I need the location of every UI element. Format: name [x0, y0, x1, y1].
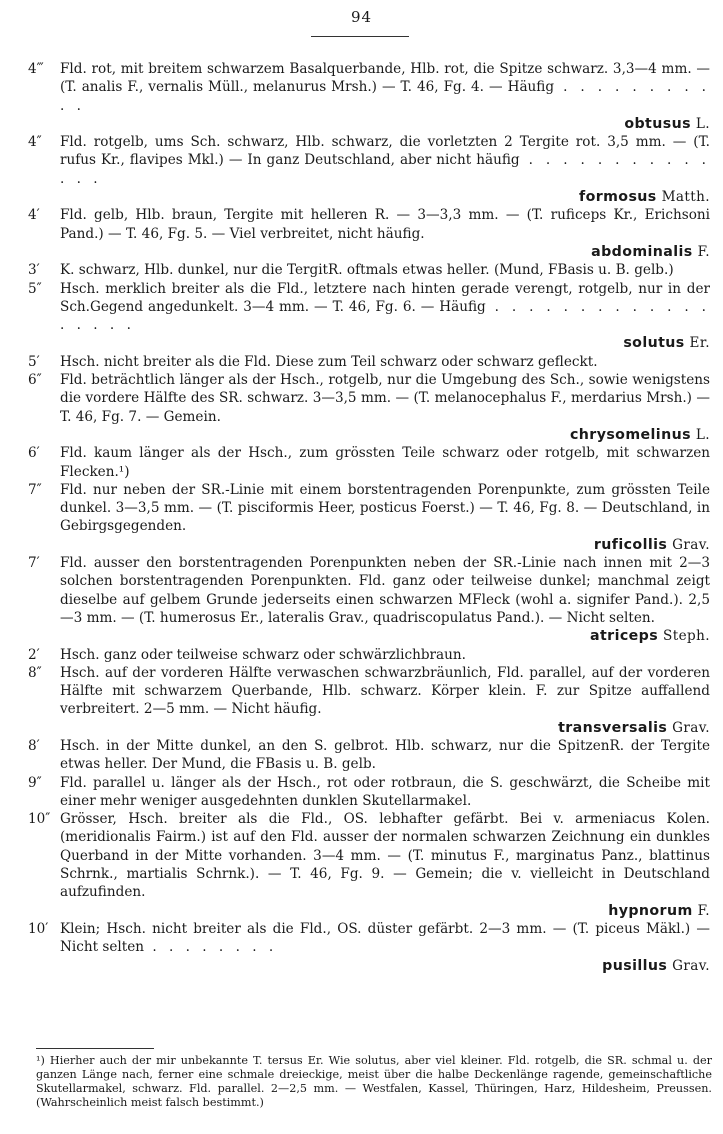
- couplet-text: Fld. rotgelb, ums Sch. schwarz, Hlb. schwarz, die vorletzten 2 Tergite rot. 3,5 mm. — (T. rufus Kr., flavipes Mkl.) — In ganz Deutschland, aber nicht häufig: [60, 134, 710, 169]
- species-epithet: hypnorum: [608, 902, 693, 919]
- species-author: F.: [697, 902, 710, 919]
- couplet-text: Fld. ausser den borstentragenden Porenpunkten neben der SR.-Linie nach innen mit 2—3 solchen borstentragenden Porenpunkten. Fld. ganz oder teilweise dunkel; manchmal zeigt dieselbe auf gelbem Grunde jederseits einen schwarzen MFleck (wohl a. signifer Pand.). 2,5—3 mm. — (T. humerosus Er., lateralis Grav., quadriscopulatus Pand.). — Nicht selten.: [60, 555, 710, 626]
- key-couplet: [20, 664, 710, 737]
- footnote: ¹) Hierher auch der mir unbekannte T. tersus Er. Wie solutus, aber viel kleiner. Fld. rotgelb, die SR. schmal u. der ganzen Länge nach, ferner eine schmale dreieckige, meist über die halbe Deckenlänge ragende, gemeinschaftliche Skutellarmakel, schwarz. Fld. parallel. 2—2,5 mm. — Westfalen, Kassel, Thüringen, Harz, Hildesheim, Preussen. (Wahrscheinlich meist falsch bestimmt.): [36, 1054, 712, 1109]
- species-epithet: solutus: [623, 335, 685, 352]
- couplet-text: Fld. rot, mit breitem schwarzem Basalquerbande, Hlb. rot, die Spitze schwarz. 3,3—4 mm. — (T. analis F., vernalis Müll., melanurus Mrsh.) — T. 46, Fg. 4. — Häufig: [60, 61, 710, 96]
- key-couplet: [20, 646, 710, 664]
- key-couplet: [20, 133, 710, 206]
- couplet-text: Grösser, Hsch. breiter als die Fld., OS. lebhafter gefärbt. Bei v. armeniacus Kolen. (meridionalis Fairm.) ist auf den Fld. ausser der normalen schwarzen Zeichnung ein dunkles Querband in der Mitte vorhanden. 3—4 mm. — (T. minutus F., marginatus Panz., blattinus Schrnk., martialis Schrnk.). — T. 46, Fg. 9. — Gemein; die v. vielleicht in Deutschland aufzufinden.: [60, 811, 710, 901]
- species-epithet: obtusus: [624, 115, 691, 132]
- species-name: [60, 334, 710, 352]
- species-name: [60, 115, 710, 133]
- couplet-number: 10″: [28, 811, 51, 828]
- species-name: [60, 426, 710, 444]
- species-epithet: abdominalis: [591, 243, 693, 260]
- leader-dots: . . . . . . . . . . . . . .: [60, 152, 710, 187]
- species-name: [60, 627, 710, 645]
- species-author: Er.: [689, 335, 710, 352]
- species-name: [60, 188, 710, 206]
- couplet-text: Hsch. auf der vorderen Hälfte verwaschen schwarzbräunlich, Fld. parallel, auf der vorderen Hälfte mit schwarzem Querbande, Hlb. schwarz. Körper klein. F. zur Spitze auffallend verbreitert. 2—5 mm. — Nicht häufig.: [60, 664, 710, 718]
- species-author: Grav.: [672, 957, 710, 974]
- couplet-number: 8′: [28, 737, 40, 754]
- leader-dots: . . . . . . . . . . .: [60, 79, 710, 114]
- couplet-text: Klein; Hsch. nicht breiter als die Fld., OS. düster gefärbt. 2—3 mm. — (T. piceus Mäkl.) — Nicht selten: [60, 920, 710, 956]
- couplet-number: 7′: [28, 555, 40, 572]
- key-couplet: [20, 60, 710, 133]
- couplet-number: 2′: [28, 646, 40, 663]
- species-epithet: chrysomelinus: [569, 426, 691, 443]
- key-couplet: [20, 774, 710, 811]
- key-couplet: [20, 280, 710, 353]
- key-couplet: [20, 371, 710, 444]
- key-couplet: [20, 481, 710, 554]
- species-epithet: formosus: [579, 189, 657, 206]
- page-number: 94: [350, 8, 373, 26]
- species-author: Grav.: [672, 536, 710, 553]
- species-name: [60, 536, 710, 554]
- species-name: [60, 957, 710, 975]
- species-author: F.: [697, 243, 710, 260]
- couplet-text: Hsch. nicht breiter als die Fld. Diese zum Teil schwarz oder schwarz gefleckt.: [60, 353, 598, 370]
- couplet-number: 10′: [28, 920, 49, 937]
- couplet-text: Fld. kaum länger als der Hsch., zum grössten Teile schwarz oder rotgelb, mit schwarzen Flecken.¹): [60, 445, 710, 480]
- couplet-text: K. schwarz, Hlb. dunkel, nur die TergitR. oftmals etwas heller. (Mund, FBasis u. B. gelb.): [60, 262, 674, 279]
- species-author: Steph.: [663, 628, 710, 645]
- species-epithet: atriceps: [590, 628, 659, 645]
- footnote-rule: [36, 1048, 154, 1049]
- couplet-text: Fld. gelb, Hlb. braun, Tergite mit helleren R. — 3—3,3 mm. — (T. ruficeps Kr., Erichsoni Pand.) — T. 46, Fg. 5. — Viel verbreitet, nicht häufig.: [60, 207, 710, 242]
- species-epithet: transversalis: [558, 719, 668, 736]
- species-name: [60, 243, 710, 261]
- couplet-number: 4″: [28, 134, 42, 151]
- key-couplet: [20, 206, 710, 261]
- leader-dots: . . . . . . . . . . . . . . . . . .: [60, 298, 710, 334]
- species-author: Grav.: [672, 719, 710, 736]
- couplet-text: Fld. parallel u. länger als der Hsch., rot oder rotbraun, die S. geschwärzt, die Scheibe mit einer mehr weniger ausgedehnten dunklen Skutellarmakel.: [60, 774, 710, 809]
- couplet-number: 9″: [28, 774, 42, 791]
- couplet-text: Hsch. ganz oder teilweise schwarz oder schwärzlichbraun.: [60, 646, 466, 663]
- couplet-number: 4′: [28, 207, 40, 224]
- species-author: L.: [695, 426, 710, 443]
- leader-dots: . . . . . . . .: [144, 939, 278, 956]
- couplet-text: Hsch. in der Mitte dunkel, an den S. gelbrot. Hlb. schwarz, nur die SpitzenR. der Tergite etwas heller. Der Mund, die FBasis u. B. gelb.: [60, 737, 710, 773]
- couplet-number: 3′: [28, 262, 40, 279]
- couplet-text: Fld. nur neben der SR.-Linie mit einem borstentragenden Porenpunkte, zum grössten Teile dunkel. 3—3,5 mm. — (T. pisciformis Heer, posticus Foerst.) — T. 46, Fg. 8. — Deutschland, in Gebirgsgegenden.: [60, 481, 710, 535]
- species-name: [60, 719, 710, 737]
- couplet-number: 4‴: [28, 61, 44, 77]
- couplet-text: Hsch. merklich breiter als die Fld., letztere nach hinten gerade verengt, rotgelb, nur in der Sch.Gegend angedunkelt. 3—4 mm. — T. 46, Fg. 6. — Häufig: [60, 280, 710, 315]
- key-couplet: [20, 737, 710, 774]
- key-couplet: [20, 554, 710, 645]
- couplet-number: 5′: [28, 353, 40, 370]
- species-name: [60, 902, 710, 920]
- key-couplet: [20, 261, 710, 279]
- couplet-number: 8″: [28, 664, 42, 681]
- couplet-number: 6′: [28, 445, 40, 462]
- couplet-number: 5″: [28, 280, 42, 297]
- couplet-text: Fld. beträchtlich länger als der Hsch., rotgelb, nur die Umgebung des Sch., sowie wenigstens die vordere Hälfte des SR. schwarz. 3—3,5 mm. — (T. melanocephalus F., merdarius Mrsh.) — T. 46, Fg. 7. — Gemein.: [60, 372, 710, 425]
- identification-key: [20, 60, 710, 975]
- species-author: Matth.: [661, 189, 710, 206]
- species-epithet: pusillus: [602, 957, 668, 974]
- species-author: L.: [695, 115, 710, 132]
- species-epithet: ruficollis: [593, 536, 668, 553]
- key-couplet: [20, 920, 710, 975]
- key-couplet: [20, 353, 710, 371]
- couplet-number: 6″: [28, 372, 42, 389]
- couplet-number: 7″: [28, 481, 42, 498]
- header-rule: [311, 36, 409, 37]
- key-couplet: [20, 810, 710, 920]
- key-couplet: [20, 444, 710, 481]
